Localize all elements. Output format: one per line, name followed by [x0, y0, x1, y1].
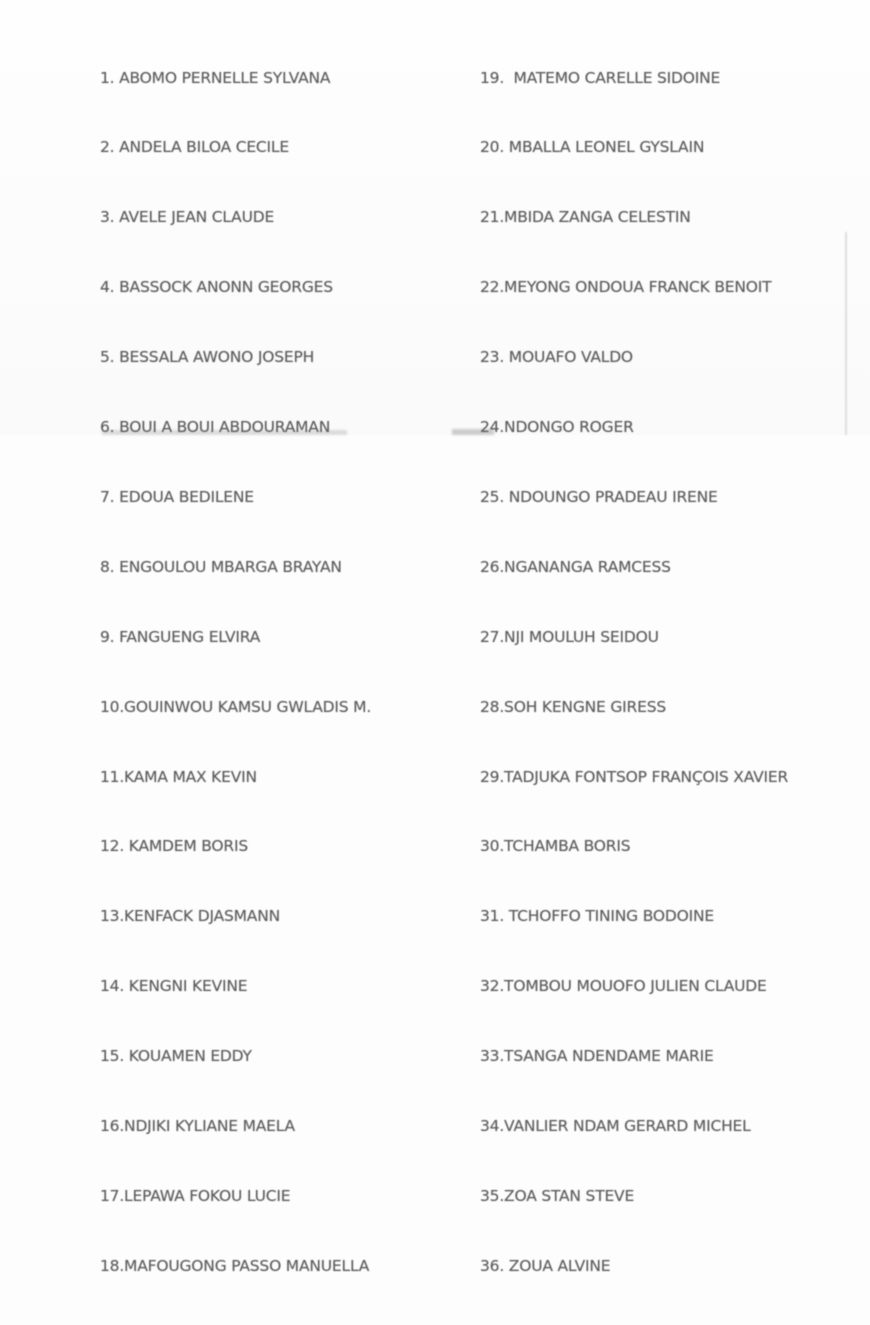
- list-item: 24.NDONGO ROGER: [480, 418, 634, 437]
- list-item: 9. FANGUENG ELVIRA: [100, 627, 261, 646]
- list-item: 2. ANDELA BILOA CECILE: [100, 138, 289, 157]
- list-item: 34.VANLIER NDAM GERARD MICHEL: [480, 1116, 751, 1135]
- list-item: 32.TOMBOU MOUOFO JULIEN CLAUDE: [480, 977, 767, 996]
- list-item: 4. BASSOCK ANONN GEORGES: [100, 278, 333, 297]
- list-item: 10.GOUINWOU KAMSU GWLADIS M.: [100, 697, 372, 716]
- list-item: 19. MATEMO CARELLE SIDOINE: [480, 68, 721, 87]
- list-item: 7. EDOUA BEDILENE: [100, 487, 254, 506]
- list-item: 21.MBIDA ZANGA CELESTIN: [480, 208, 691, 227]
- list-item: 26.NGANANGA RAMCESS: [480, 557, 671, 576]
- list-item: 27.NJI MOULUH SEIDOU: [480, 627, 659, 646]
- list-item: 12. KAMDEM BORIS: [100, 837, 249, 856]
- roster-column-right: [480, 20, 788, 1325]
- list-item: 18.MAFOUGONG PASSO MANUELLA: [100, 1256, 370, 1275]
- list-item: 29.TADJUKA FONTSOP FRANÇOIS XAVIER: [480, 767, 789, 786]
- list-item: 3. AVELE JEAN CLAUDE: [100, 208, 275, 227]
- list-item: 22.MEYONG ONDOUA FRANCK BENOIT: [480, 278, 772, 297]
- cutoff-text-artifact-right: [452, 429, 494, 435]
- list-item: 36. ZOUA ALVINE: [480, 1256, 611, 1275]
- list-item: 8. ENGOULOU MBARGA BRAYAN: [100, 557, 342, 576]
- list-item: 33.TSANGA NDENDAME MARIE: [480, 1047, 714, 1066]
- list-item: 20. MBALLA LEONEL GYSLAIN: [480, 138, 705, 157]
- list-item: 6. BOUI A BOUI ABDOURAMAN: [100, 418, 331, 437]
- roster-column-left: [100, 20, 371, 1325]
- page-edge-shadow: [845, 232, 847, 435]
- list-item: 15. KOUAMEN EDDY: [100, 1047, 252, 1066]
- list-item: 16.NDJIKI KYLIANE MAELA: [100, 1116, 295, 1135]
- list-item: 30.TCHAMBA BORIS: [480, 837, 631, 856]
- list-item: 13.KENFACK DJASMANN: [100, 907, 280, 926]
- list-item: 28.SOH KENGNE GIRESS: [480, 697, 666, 716]
- list-item: 31. TCHOFFO TINING BODOINE: [480, 907, 714, 926]
- list-item: 25. NDOUNGO PRADEAU IRENE: [480, 487, 718, 506]
- cutoff-text-artifact-left: [102, 430, 347, 435]
- list-item: 5. BESSALA AWONO JOSEPH: [100, 348, 315, 367]
- list-item: 11.KAMA MAX KEVIN: [100, 767, 257, 786]
- list-item: 14. KENGNI KEVINE: [100, 977, 248, 996]
- list-item: 17.LEPAWA FOKOU LUCIE: [100, 1186, 291, 1205]
- list-item: 23. MOUAFO VALDO: [480, 348, 633, 367]
- list-item: 35.ZOA STAN STEVE: [480, 1186, 635, 1205]
- list-item: 1. ABOMO PERNELLE SYLVANA: [100, 68, 331, 87]
